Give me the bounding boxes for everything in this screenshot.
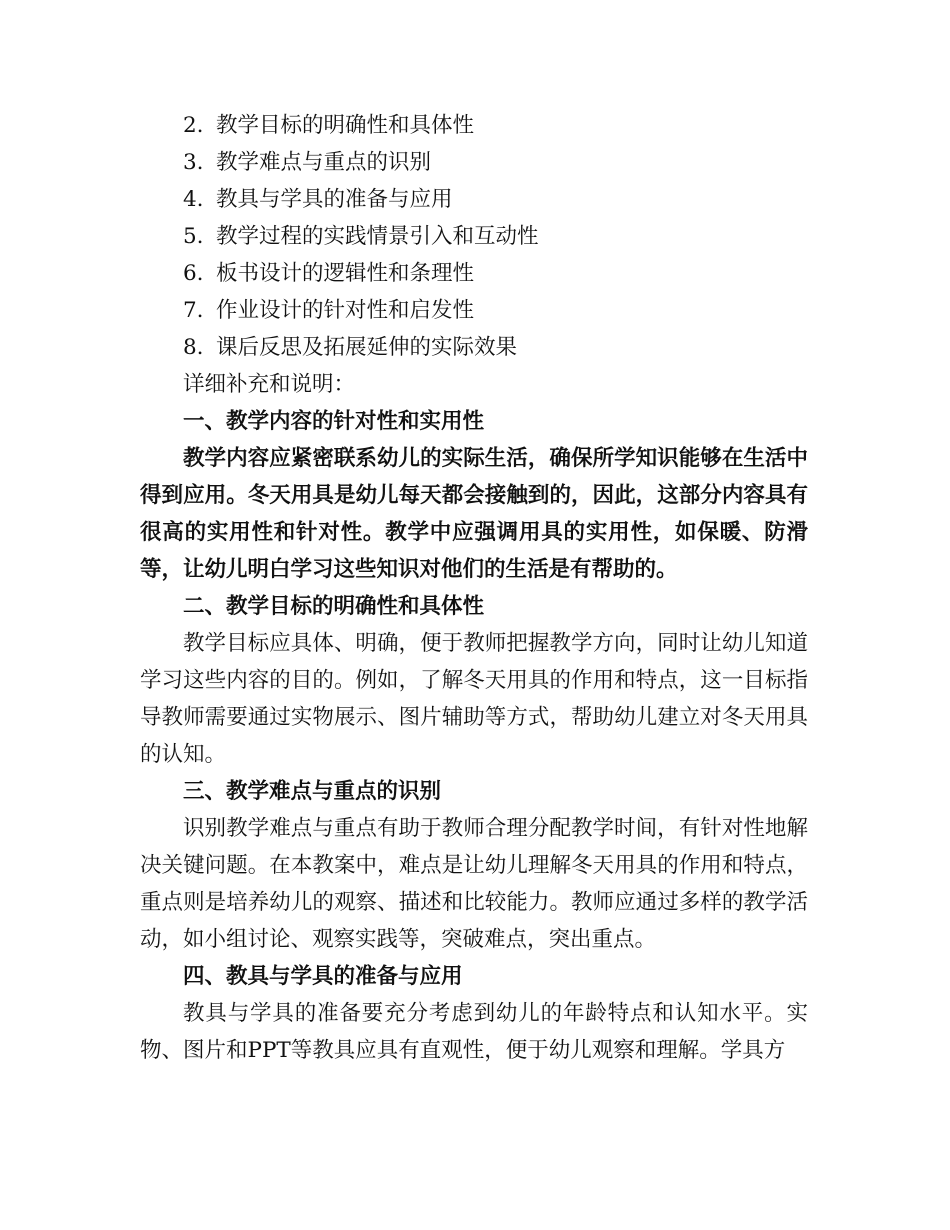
list-text: 教学难点与重点的识别 (216, 150, 432, 175)
list-number: 4. (183, 187, 204, 212)
section-body-3: 识别教学难点与重点有助于教师合理分配教学时间，有针对性地解决关键问题。在本教案中，难点是让幼儿理解冬天用具的作用和特点，重点则是培养幼儿的观察、描述和比较能力。教师应通过多样的教学活动，如小组讨论、观察实践等，突破难点，突出重点。 (140, 816, 808, 952)
list-text: 作业设计的针对性和启发性 (216, 298, 475, 323)
list-text: 板书设计的逻辑性和条理性 (216, 261, 475, 286)
list-number: 2. (183, 113, 204, 138)
section-body-2: 教学目标应具体、明确，便于教师把握教学方向，同时让幼儿知道学习这些内容的目的。例如，了解冬天用具的作用和特点，这一目标指导教师需要通过实物展示、图片辅助等方式，帮助幼儿建立对冬天用具的认知。 (140, 631, 808, 767)
section-heading-4: 四、教具与学具的准备与应用 (183, 964, 463, 989)
list-item (140, 181, 808, 218)
list-item (140, 329, 808, 366)
list-text: 教学目标的明确性和具体性 (216, 113, 475, 138)
section-heading-1: 一、教学内容的针对性和实用性 (183, 409, 485, 434)
section-body-4: 教具与学具的准备要充分考虑到幼儿的年龄特点和认知水平。实物、图片和PPT等教具应具有直观性，便于幼儿观察和理解。学具方 (140, 1001, 808, 1063)
section-body-1: 教学内容应紧密联系幼儿的实际生活，确保所学知识能够在生活中得到应用。冬天用具是幼儿每天都会接触到的，因此，这部分内容具有很高的实用性和针对性。教学中应强调用具的实用性，如保暖、防滑等，让幼儿明白学习这些知识对他们的生活是有帮助的。 (140, 446, 808, 582)
section-heading-3: 三、教学难点与重点的识别 (183, 779, 442, 804)
list-item (140, 107, 808, 144)
list-number: 5. (183, 224, 204, 249)
document-page (140, 107, 808, 1069)
intro-text: 详细补充和说明： (183, 372, 356, 397)
list-text: 教学过程的实践情景引入和互动性 (216, 224, 539, 249)
list-item (140, 218, 808, 255)
list-number: 7. (183, 298, 204, 323)
list-text: 教具与学具的准备与应用 (216, 187, 453, 212)
list-item (140, 292, 808, 329)
list-item (140, 144, 808, 181)
list-number: 8. (183, 335, 204, 360)
list-number: 6. (183, 261, 204, 286)
section-heading-2: 二、教学目标的明确性和具体性 (183, 594, 485, 619)
list-text: 课后反思及拓展延伸的实际效果 (216, 335, 518, 360)
list-number: 3. (183, 150, 204, 175)
list-item (140, 255, 808, 292)
